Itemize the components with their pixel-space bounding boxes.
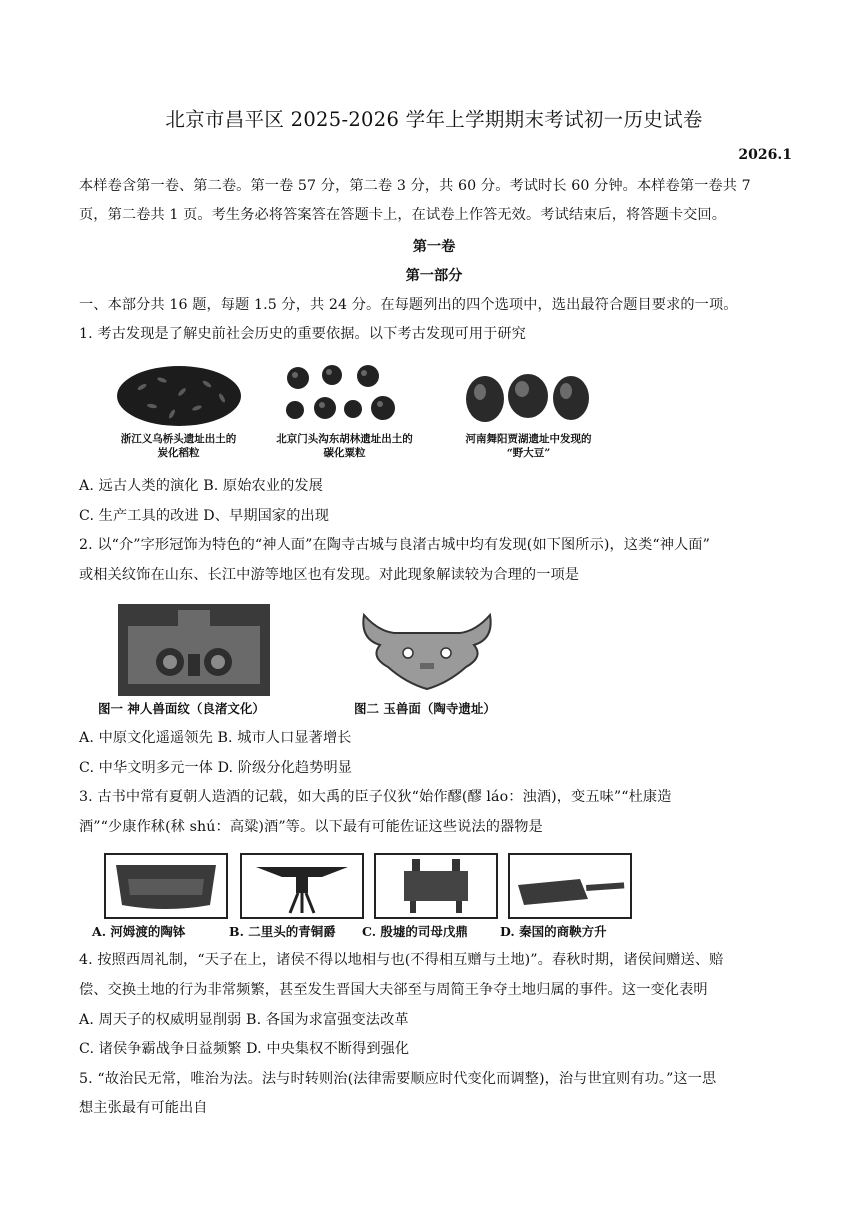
- q3-option-a: A. 河姆渡的陶钵: [92, 924, 186, 939]
- q1-options-cd: C. 生产工具的改进 D、早期国家的出现: [79, 508, 330, 524]
- q2-stem-line-1: 2. 以“介”字形冠饰为特色的“神人面”在陶寺古城与良渚古城中均有发现(如下图所示)，这类“神人面”: [79, 537, 710, 553]
- q5-stem-line-1: 5. “故治民无常，唯治为法。法与时转则治(法律需要顺应时代变化而调整)，治与世宜则有功。”这一思: [79, 1071, 717, 1087]
- bronze-measure-image: [508, 853, 632, 919]
- q3-option-c: C. 殷墟的司母戊鼎: [362, 924, 468, 939]
- bronze-ding-image: [374, 853, 498, 919]
- q4-options-ab: A. 周天子的权威明显削弱 B. 各国为求富强变法改革: [79, 1012, 409, 1028]
- intro-line-1: 本样卷含第一卷、第二卷。第一卷 57 分，第二卷 3 分，共 60 分。考试时长 60 分钟。本样卷第一卷共 7: [79, 178, 751, 194]
- q3-option-d: D. 秦国的商鞅方升: [500, 924, 607, 939]
- page-title: 北京市昌平区 2025-2026 学年上学期期末考试初一历史试卷: [165, 108, 703, 131]
- volume-heading: 第一卷: [412, 239, 456, 255]
- q3-stem-line-2: 酒”“少康作秫(秫 shú：高粱)酒”等。以下最有可能佐证这些说法的器物是: [79, 819, 543, 835]
- jade-beast-face-image: [356, 609, 498, 693]
- q2-figure-1-caption: 图一 神人兽面纹（良渚文化）: [98, 701, 265, 716]
- q1-stem: 1. 考古发现是了解史前社会历史的重要依据。以下考古发现可用于研究: [79, 326, 526, 342]
- q5-stem-line-2: 想主张最有可能出自: [79, 1100, 208, 1116]
- q2-figure-2-caption: 图二 玉兽面（陶寺遗址）: [354, 701, 496, 716]
- wild-soybean-image: [460, 370, 595, 428]
- intro-line-2: 页，第二卷共 1 页。考生务必将答案答在答题卡上，在试卷上作答无效。考试结束后，将答题卡交回。: [79, 207, 726, 223]
- q2-options-ab: A. 中原文化遥遥领先 B. 城市人口显著增长: [79, 730, 352, 746]
- q3-stem-line-1: 3. 古书中常有夏朝人造酒的记载，如大禹的臣子仪狄“始作醪(醪 láo：浊酒)，变五味”“杜康造: [79, 789, 672, 805]
- bronze-jue-image: [240, 853, 364, 919]
- q3-option-b: B. 二里头的青铜爵: [229, 924, 336, 939]
- q1-caption-2: 北京门头沟东胡林遗址出土的 碳化粟粒: [276, 433, 413, 459]
- rice-grains-image: [112, 362, 247, 430]
- q1-caption-1: 浙江义乌桥头遗址出土的 炭化稻粒: [120, 433, 237, 459]
- q4-stem-line-1: 4. 按照西周礼制，“天子在上，诸侯不得以地相与也(不得相互赠与土地)”。春秋时期，诸侯间赠送、赔: [79, 952, 724, 968]
- q4-stem-line-2: 偿、交换土地的行为非常频繁，甚至发生晋国大夫郤至与周简王争夺土地归属的事件。这一变化表明: [79, 982, 708, 998]
- pottery-bowl-image: [104, 853, 228, 919]
- divine-face-pattern-image: [118, 604, 270, 696]
- part-heading: 第一部分: [405, 268, 463, 284]
- q1-caption-3: 河南舞阳贾湖遗址中发现的 “野大豆”: [465, 433, 592, 459]
- q2-stem-line-2: 或相关纹饰在山东、长江中游等地区也有发现。对此现象解读较为合理的一项是: [79, 567, 580, 583]
- section-instructions: 一、本部分共 16 题，每题 1.5 分，共 24 分。在每题列出的四个选项中，选出最符合题目要求的一项。: [79, 297, 738, 313]
- q4-options-cd: C. 诸侯争霸战争日益频繁 D. 中央集权不断得到强化: [79, 1041, 410, 1057]
- millet-grains-image: [280, 362, 400, 426]
- q2-options-cd: C. 中华文明多元一体 D. 阶级分化趋势明显: [79, 760, 353, 776]
- exam-date: 2026.1: [738, 147, 792, 163]
- q1-options-ab: A. 远古人类的演化 B. 原始农业的发展: [79, 478, 323, 494]
